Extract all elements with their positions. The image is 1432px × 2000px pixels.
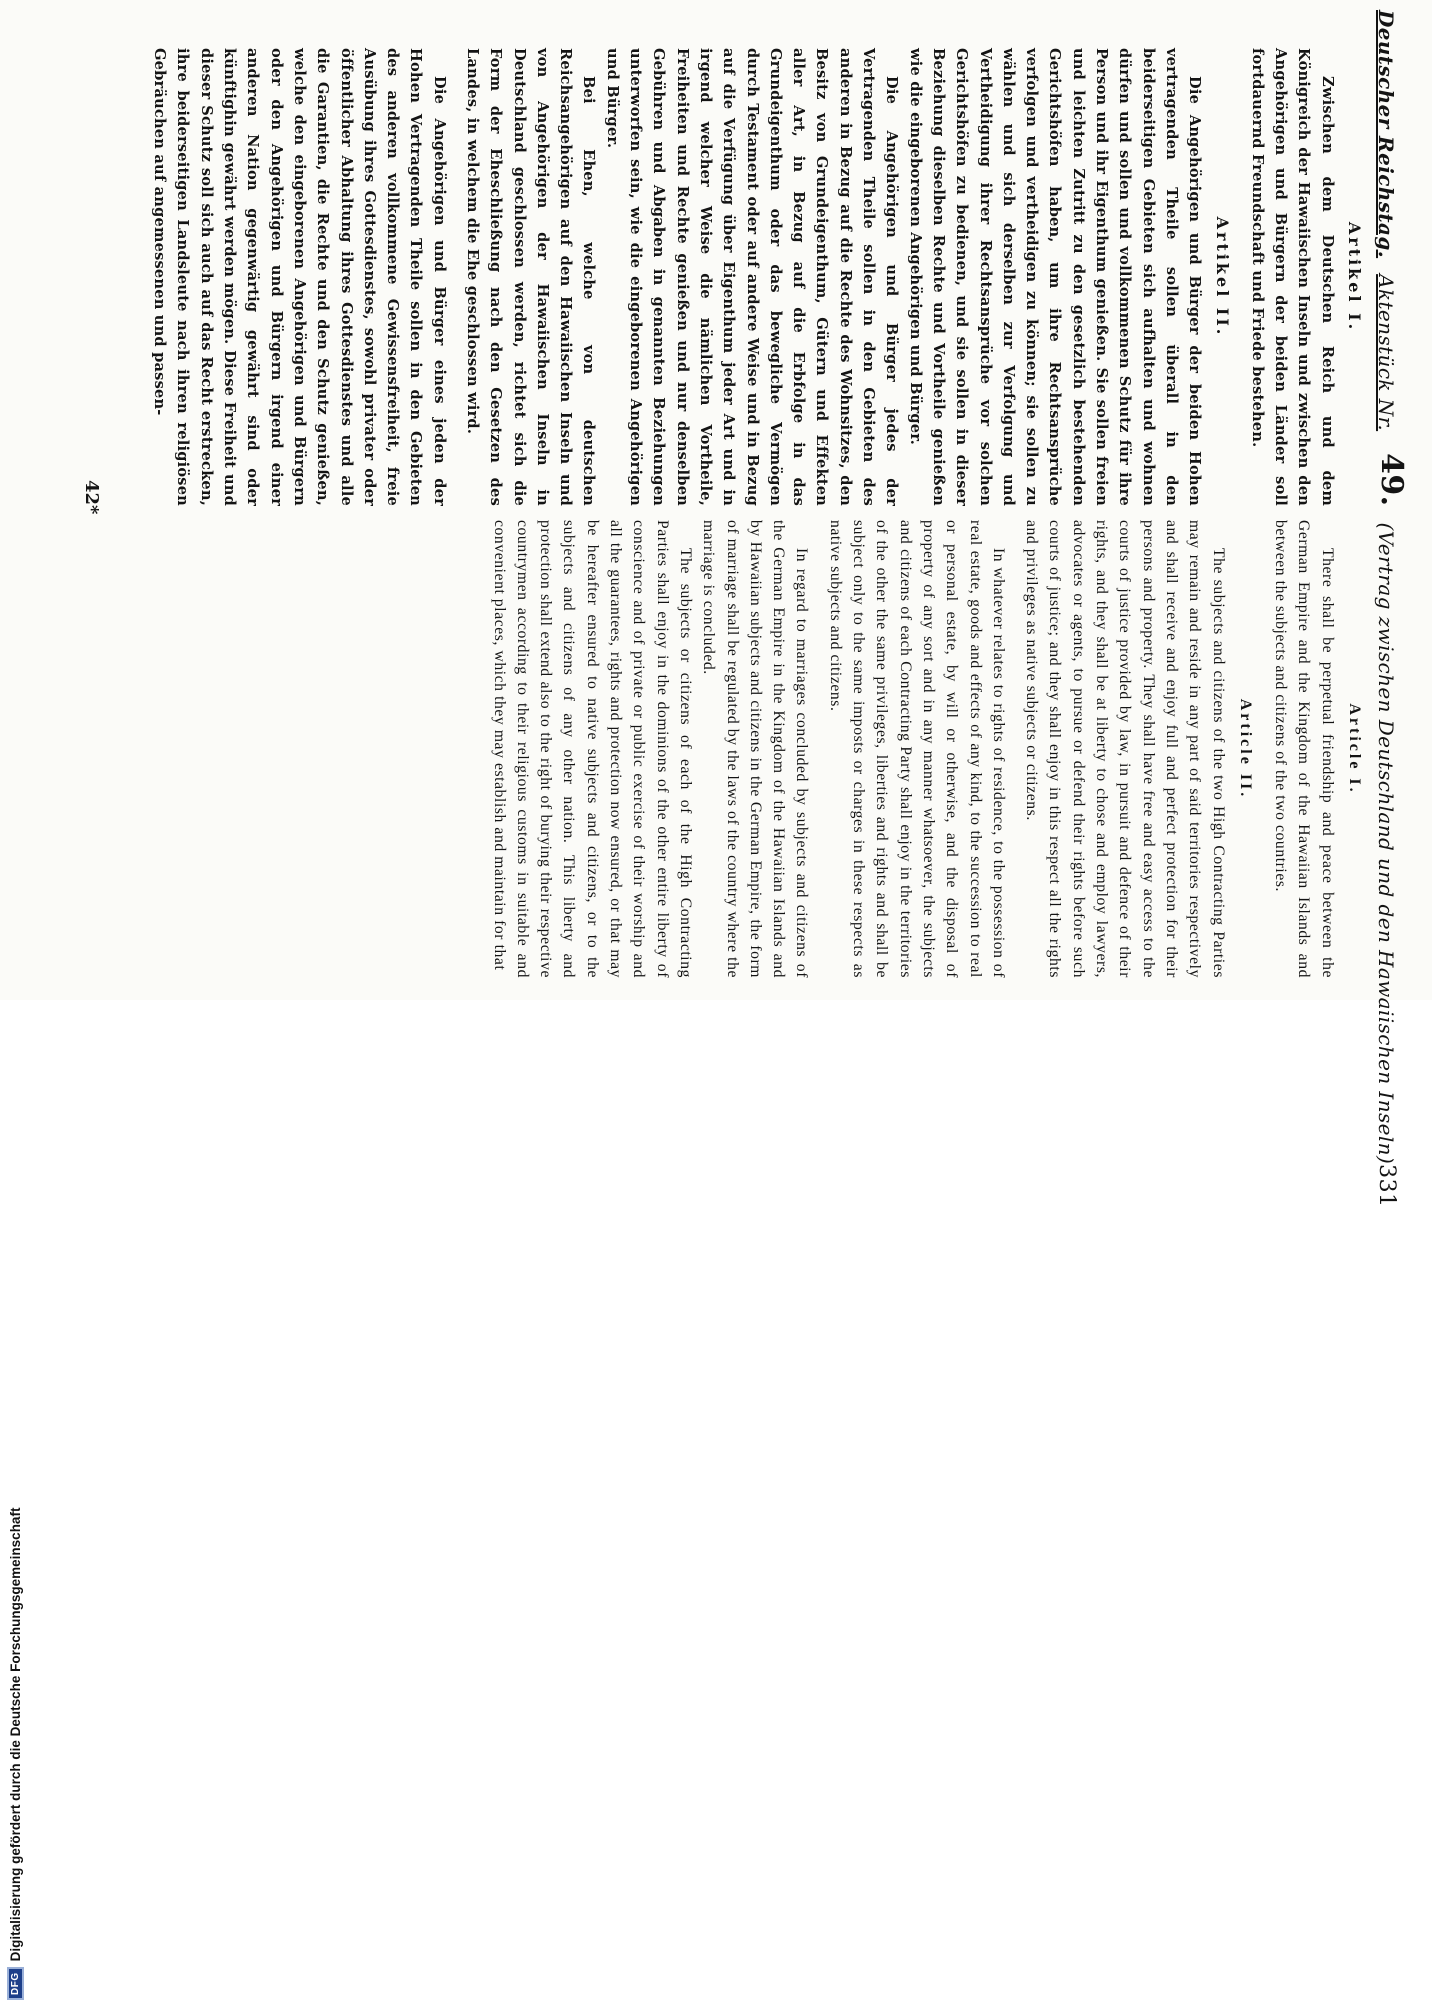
german-article-1-heading: Artikel I. — [1345, 221, 1364, 333]
english-article-1-heading: Article I. — [1346, 703, 1363, 795]
english-paragraph: The subjects and citizens of the two High Contracting Parties may remain and reside in any part of said territories respectively and shall receive and enjoy full and perfect protection for their persons and property. They shall have free and easy access to the courts of justice provided by law, in pursuit and defence of their rights, and they shall be at liberty to chose and employ lawyers, advocates or agents, to pursue or defend their rights before such courts of justice; and they shall enjoy in this respect all the rights and privileges as native subjects or citizens. — [1023, 520, 1227, 978]
german-paragraph: Die Angehörigen und Bürger der beiden Hohen vertragenden Theile sollen überall in den beiderseitigen Gebieten sich aufhalten und wohnen dürfen und sollen und vollkommenen Schutz für ihre Person und ihr Eigenthum genießen. Sie sollen freien und leichten Zutritt zu den gesetzlich bestehenden Gerichtshöfen haben, um ihre Rechtsansprüche verfolgen und vertheidigen zu können; sie sollen zu wählen und sich derselben zur Verfolgung und Vertheidigung ihrer Rechtsansprüche vor solchen Gerichtshöfen zu bedienen, und sie sollen in dieser Beziehung dieselben Rechte und Vortheile genießen wie die eingeborenen Angehörigen und Bürger. — [906, 48, 1204, 506]
document-label: Aktenstück Nr. — [1374, 274, 1398, 432]
treaty-title: (Vertrag zwischen Deutschland und den Hawaiischen Inseln) — [1374, 522, 1398, 1165]
signature-mark: 42* — [81, 480, 102, 515]
dfg-logo: DFG — [7, 1967, 24, 2000]
german-paragraph: Die Angehörigen und Bürger eines jeden der Hohen Vertragenden Theile sollen in den Gebieten des anderen vollkommene Gewissensfreiheit, freie Ausübung ihres Gottesdienstes, sowohl privater oder öffentlicher Abhaltung ihres Gottesdienstes und alle die Garantien, die Rechte und den Schutz genießen, welche den eingeborenen Angehörigen und Bürgern oder den Angehörigen und Bürgern irgend einer anderen Nation gegenwärtig gewährt sind oder künftighin gewährt werden mögen. Diese Freiheit und dieser Schutz soll sich auch auf das Recht erstrecken, ihre beiderseitigen Landsleute nach ihren religiösen Gebräuchen auf angemessenen und passen- — [151, 48, 448, 506]
english-paragraph: The subjects or citizens of each of the High Contracting Parties shall enjoy in the dominions of the other entire liberty of conscience and of private or public exercise of their worship and all the guarantees, rights and protection now ensured, or that may be hereafter ensured to native subjects and citizens, or to the subjects and citizens of any other nation. This liberty and protection shall extend also to the right of burying their respective countrymen according to their religious customs in suitable and convenient places, which they may establish and maintain for that — [490, 520, 694, 978]
document-number: 49. — [1374, 453, 1409, 507]
english-paragraph: In regard to marriages concluded by subjects and citizens of the German Empire in the Kingdom of the Hawaiian Islands and by Hawaiian subjects and citizens in the German Empire, the form of marriage shall be regulated by the laws of the country where the marriage is concluded. — [700, 520, 811, 978]
english-article-2-heading: Article II. — [1236, 698, 1254, 800]
digitization-credit-strip — [4, 1000, 36, 2000]
english-paragraph: In whatever relates to rights of residence, to the possession of real estate, goods and effects of any kind, to the succession to real or personal estate, by will or otherwise, and the disposal of property of any sort and in any manner whatsoever, the subjects and citizens of each Contracting Party shall enjoy in the territories of the other the same privileges, liberties and rights and shall be subject only to the same imposts or charges in these respects as native subjects and citizens. — [826, 520, 1007, 978]
publication-title: Deutscher Reichstag. — [1374, 10, 1398, 259]
german-article-1-text: Zwischen dem Deutschen Reich und dem Königreich der Hawaiischen Inseln und zwischen den Angehörigen und Bürgern der beiden Länder soll fortdauernd Freundschaft und Friede bestehen. — [1248, 48, 1336, 506]
german-article-2-heading: Artikel II. — [1212, 216, 1232, 338]
german-paragraph: Die Angehörigen und Bürger jedes der Vertragenden Theile sollen in den Gebieten des anderen in Bezug auf die Rechte des Wohnsitzes, den Besitz von Grundeigenthum, Gütern und Effekten aller Art, in Bezug auf die Erbfolge in das Grundeigenthum oder das bewegliche Vermögen durch Testament oder auf andere Weise und in Bezug auf die Verfügung über Eigenthum jeder Art und in irgend welcher Weise die nämlichen Vortheile, Freiheiten und Rechte genießen und nur denselben Gebühren und Abgaben in genannten Beziehungen unterworfen sein, wie die eingeborenen Angehörigen und Bürger. — [603, 48, 901, 506]
running-header — [1374, 10, 1414, 1208]
german-column — [151, 48, 1368, 506]
english-column — [168, 520, 1368, 978]
page-number: 331 — [1374, 1164, 1399, 1208]
english-article-1-text: There shall be perpetual friendship and peace between the German Empire and the Kingdom of the Hawaiian Islands and between the subjects and citizens of the two countries. — [1272, 520, 1336, 978]
digitization-credit: Digitalisierung gefördert durch die Deutsche Forschungsgemeinschaft — [7, 1507, 23, 1962]
german-paragraph: Bei Ehen, welche von deutschen Reichsangehörigen auf den Hawaiischen Inseln und von Angehörigen der Hawaiischen Inseln in Deutschland geschlossen werden, richtet sich die Form der Eheschließung nach den Gesetzen des Landes, in welchem die Ehe geschlossen wird. — [464, 48, 598, 506]
